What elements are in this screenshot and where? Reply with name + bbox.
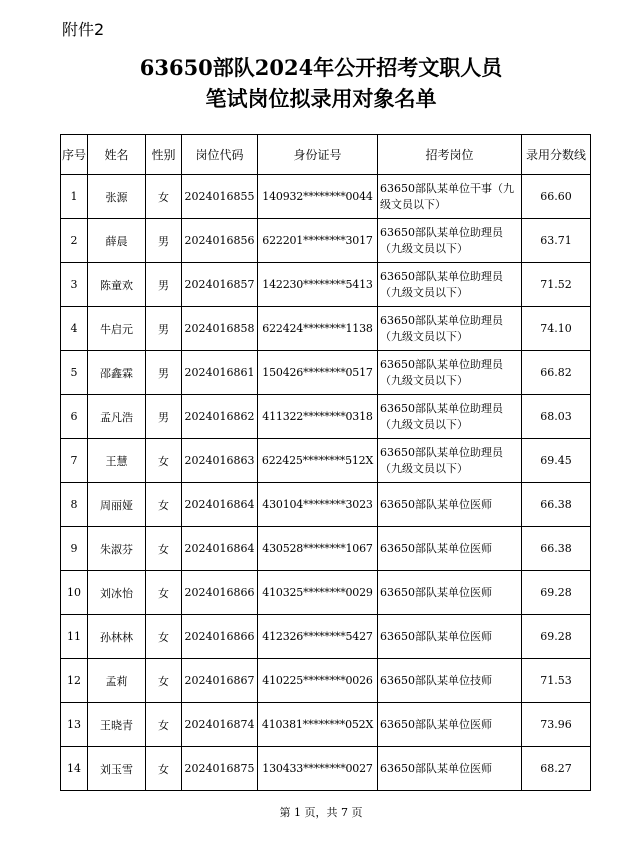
cell-post-code: 2024016864 <box>182 483 258 527</box>
cell-seq: 8 <box>61 483 88 527</box>
cell-score: 73.96 <box>522 703 591 747</box>
cell-id-number: 622424********1138 <box>258 307 378 351</box>
table-row <box>61 175 591 219</box>
cell-id-number: 430528********1067 <box>258 527 378 571</box>
cell-score: 71.53 <box>522 659 591 703</box>
cell-name: 周丽娅 <box>88 483 146 527</box>
cell-seq: 13 <box>61 703 88 747</box>
cell-name: 张源 <box>88 175 146 219</box>
cell-position: 63650部队某单位医师 <box>378 747 522 791</box>
cell-seq: 4 <box>61 307 88 351</box>
cell-id-number: 142230********5413 <box>258 263 378 307</box>
cell-seq: 1 <box>61 175 88 219</box>
cell-post-code: 2024016867 <box>182 659 258 703</box>
header-seq: 序号 <box>61 135 88 175</box>
table-row <box>61 439 591 483</box>
cell-gender: 男 <box>146 219 182 263</box>
attachment-label: 附件2 <box>62 20 105 39</box>
cell-id-number: 622201********3017 <box>258 219 378 263</box>
cell-gender: 男 <box>146 263 182 307</box>
cell-id-number: 412326********5427 <box>258 615 378 659</box>
cell-id-number: 622425********512X <box>258 439 378 483</box>
cell-id-number: 410325********0029 <box>258 571 378 615</box>
cell-post-code: 2024016866 <box>182 615 258 659</box>
table-row <box>61 395 591 439</box>
cell-seq: 10 <box>61 571 88 615</box>
cell-position: 63650部队某单位医师 <box>378 615 522 659</box>
cell-gender: 男 <box>146 351 182 395</box>
cell-position: 63650部队某单位助理员（九级文员以下） <box>378 351 522 395</box>
table-row <box>61 527 591 571</box>
cell-gender: 男 <box>146 307 182 351</box>
cell-post-code: 2024016858 <box>182 307 258 351</box>
cell-seq: 2 <box>61 219 88 263</box>
cell-name: 牛启元 <box>88 307 146 351</box>
cell-gender: 女 <box>146 615 182 659</box>
cell-name: 邵鑫霖 <box>88 351 146 395</box>
document-title-line1: 63650部队2024年公开招考文职人员 <box>139 55 503 80</box>
cell-post-code: 2024016875 <box>182 747 258 791</box>
cell-name: 陈童欢 <box>88 263 146 307</box>
table-body <box>61 175 591 791</box>
cell-name: 薛晨 <box>88 219 146 263</box>
cell-score: 66.60 <box>522 175 591 219</box>
cell-seq: 14 <box>61 747 88 791</box>
cell-seq: 12 <box>61 659 88 703</box>
header-name: 姓名 <box>88 135 146 175</box>
cell-seq: 3 <box>61 263 88 307</box>
cell-position: 63650部队某单位技师 <box>378 659 522 703</box>
cell-gender: 女 <box>146 571 182 615</box>
cell-id-number: 411322********0318 <box>258 395 378 439</box>
cell-position: 63650部队某单位助理员（九级文员以下） <box>378 395 522 439</box>
header-post-code: 岗位代码 <box>182 135 258 175</box>
cell-name: 刘冰怡 <box>88 571 146 615</box>
cell-name: 孟凡浩 <box>88 395 146 439</box>
document-title-line2: 笔试岗位拟录用对象名单 <box>205 86 437 111</box>
cell-post-code: 2024016874 <box>182 703 258 747</box>
cell-seq: 5 <box>61 351 88 395</box>
cell-score: 66.38 <box>522 527 591 571</box>
table-row <box>61 747 591 791</box>
cell-post-code: 2024016862 <box>182 395 258 439</box>
cell-id-number: 150426********0517 <box>258 351 378 395</box>
cell-position: 63650部队某单位医师 <box>378 527 522 571</box>
cell-score: 63.71 <box>522 219 591 263</box>
cell-id-number: 430104********3023 <box>258 483 378 527</box>
cell-seq: 11 <box>61 615 88 659</box>
cell-position: 63650部队某单位助理员（九级文员以下） <box>378 219 522 263</box>
cell-score: 74.10 <box>522 307 591 351</box>
cell-score: 66.38 <box>522 483 591 527</box>
cell-post-code: 2024016857 <box>182 263 258 307</box>
table-row <box>61 703 591 747</box>
cell-post-code: 2024016856 <box>182 219 258 263</box>
cell-score: 68.03 <box>522 395 591 439</box>
table-row <box>61 483 591 527</box>
cell-seq: 7 <box>61 439 88 483</box>
cell-score: 68.27 <box>522 747 591 791</box>
cell-score: 69.45 <box>522 439 591 483</box>
cell-position: 63650部队某单位助理员（九级文员以下） <box>378 263 522 307</box>
candidate-table <box>60 134 591 791</box>
cell-id-number: 410381********052X <box>258 703 378 747</box>
header-score: 录用分数线 <box>522 135 591 175</box>
cell-position: 63650部队某单位医师 <box>378 703 522 747</box>
cell-score: 69.28 <box>522 571 591 615</box>
cell-position: 63650部队某单位助理员（九级文员以下） <box>378 439 522 483</box>
cell-name: 刘玉雪 <box>88 747 146 791</box>
header-id-number: 身份证号 <box>258 135 378 175</box>
cell-post-code: 2024016863 <box>182 439 258 483</box>
cell-seq: 9 <box>61 527 88 571</box>
cell-gender: 女 <box>146 483 182 527</box>
cell-name: 朱淑芬 <box>88 527 146 571</box>
cell-score: 71.52 <box>522 263 591 307</box>
cell-score: 66.82 <box>522 351 591 395</box>
cell-gender: 女 <box>146 175 182 219</box>
cell-post-code: 2024016866 <box>182 571 258 615</box>
table-row <box>61 659 591 703</box>
cell-name: 王慧 <box>88 439 146 483</box>
header-position: 招考岗位 <box>378 135 522 175</box>
cell-id-number: 140932********0044 <box>258 175 378 219</box>
cell-gender: 男 <box>146 395 182 439</box>
cell-gender: 女 <box>146 527 182 571</box>
cell-id-number: 130433********0027 <box>258 747 378 791</box>
cell-post-code: 2024016861 <box>182 351 258 395</box>
cell-position: 63650部队某单位助理员（九级文员以下） <box>378 307 522 351</box>
cell-seq: 6 <box>61 395 88 439</box>
cell-name: 孙林林 <box>88 615 146 659</box>
cell-name: 王晓青 <box>88 703 146 747</box>
table-row <box>61 351 591 395</box>
cell-gender: 女 <box>146 439 182 483</box>
cell-position: 63650部队某单位医师 <box>378 571 522 615</box>
table-header-row <box>61 135 591 175</box>
cell-gender: 女 <box>146 747 182 791</box>
cell-score: 69.28 <box>522 615 591 659</box>
table-row <box>61 219 591 263</box>
header-gender: 性别 <box>146 135 182 175</box>
cell-position: 63650部队某单位医师 <box>378 483 522 527</box>
cell-gender: 女 <box>146 703 182 747</box>
page-footer: 第 1 页，共 7 页 <box>279 806 363 819</box>
table-row <box>61 615 591 659</box>
cell-position: 63650部队某单位干事（九级文员以下） <box>378 175 522 219</box>
table-row <box>61 307 591 351</box>
cell-name: 孟莉 <box>88 659 146 703</box>
cell-gender: 女 <box>146 659 182 703</box>
cell-post-code: 2024016855 <box>182 175 258 219</box>
table-row <box>61 263 591 307</box>
table-row <box>61 571 591 615</box>
cell-post-code: 2024016864 <box>182 527 258 571</box>
cell-id-number: 410225********0026 <box>258 659 378 703</box>
